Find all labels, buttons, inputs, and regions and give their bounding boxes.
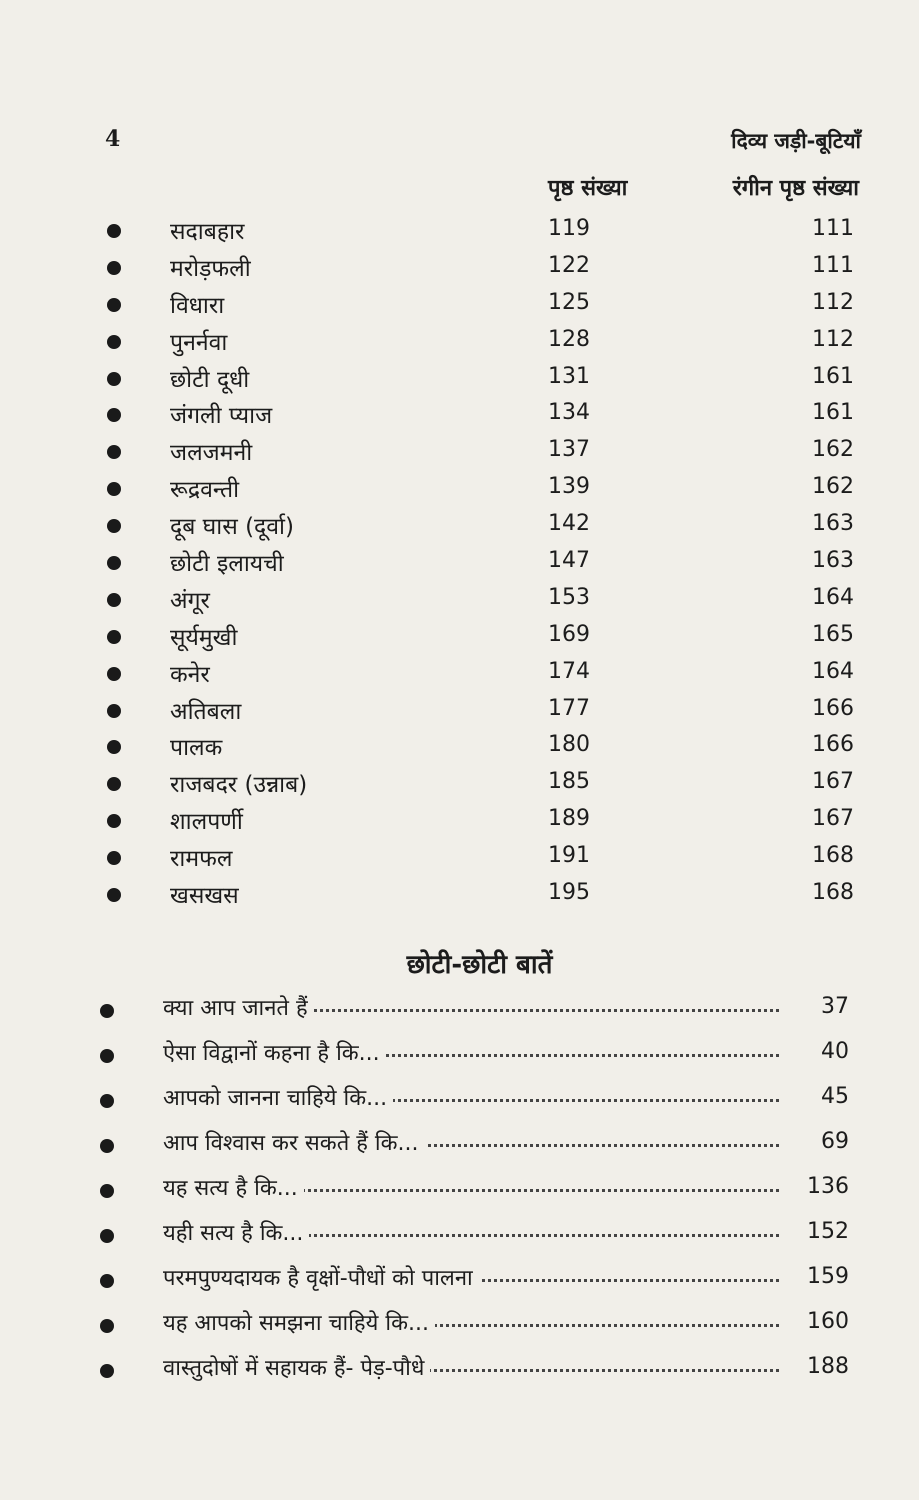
herb-name: रामफल xyxy=(170,846,233,873)
herb-color-page: 164 xyxy=(812,584,854,610)
herb-row xyxy=(0,616,919,653)
fact-text: आप विश्वास कर सकते हैं कि... xyxy=(163,1127,425,1157)
herb-name: अंगूर xyxy=(170,587,210,614)
herb-row xyxy=(0,763,919,800)
fact-row xyxy=(0,1168,919,1213)
herb-color-page: 167 xyxy=(812,769,854,795)
fact-row xyxy=(0,1303,919,1348)
herb-page: 174 xyxy=(548,658,590,684)
herb-page: 177 xyxy=(548,695,590,721)
herb-color-page: 168 xyxy=(812,880,854,906)
herb-row xyxy=(0,690,919,727)
herb-row xyxy=(0,358,919,395)
herb-page: 195 xyxy=(548,880,590,906)
herb-color-page: 163 xyxy=(812,511,854,537)
section-title: छोटी-छोटी बातें xyxy=(406,950,553,980)
herb-name: खसखस xyxy=(170,883,239,910)
fact-page: 37 xyxy=(821,994,849,1019)
herb-row xyxy=(0,837,919,874)
herb-page: 169 xyxy=(548,621,590,647)
herb-color-page: 112 xyxy=(812,326,854,352)
herb-color-page: 111 xyxy=(812,216,854,241)
herb-name: छोटी इलायची xyxy=(170,551,284,578)
bullet-icon xyxy=(107,556,121,570)
bullet-icon xyxy=(107,519,121,533)
herb-list xyxy=(0,210,919,911)
herb-row xyxy=(0,284,919,321)
herb-page: 128 xyxy=(548,326,590,352)
page-number: 4 xyxy=(105,126,121,152)
fact-row xyxy=(0,1033,919,1078)
herb-color-page: 162 xyxy=(812,437,854,463)
herb-row xyxy=(0,726,919,763)
fact-page: 152 xyxy=(807,1219,849,1244)
fact-row xyxy=(0,988,919,1033)
herb-name: अतिबला xyxy=(170,698,242,725)
bullet-icon xyxy=(107,298,121,312)
herb-page: 131 xyxy=(548,363,590,389)
herb-row xyxy=(0,542,919,579)
herb-row xyxy=(0,321,919,358)
herb-name: जलजमनी xyxy=(170,440,253,467)
herb-page: 125 xyxy=(548,289,590,315)
bullet-icon xyxy=(107,372,121,386)
fact-row xyxy=(0,1258,919,1303)
fact-row xyxy=(0,1213,919,1258)
bullet-icon xyxy=(100,1274,114,1288)
herb-row xyxy=(0,247,919,284)
fact-row xyxy=(0,1348,919,1393)
bullet-icon xyxy=(107,335,121,349)
herb-page: 153 xyxy=(548,584,590,610)
fact-page: 40 xyxy=(821,1039,849,1064)
herb-color-page: 164 xyxy=(812,658,854,684)
facts-list xyxy=(0,988,919,1393)
herb-page: 122 xyxy=(548,252,590,278)
herb-color-page: 111 xyxy=(812,252,854,278)
bullet-icon xyxy=(107,667,121,681)
bullet-icon xyxy=(107,851,121,865)
herb-page: 137 xyxy=(548,437,590,463)
fact-row xyxy=(0,1123,919,1168)
herb-name: जंगली प्याज xyxy=(170,403,273,430)
herb-page: 189 xyxy=(548,806,590,832)
herb-name: राजबदर (उन्नाब) xyxy=(170,772,308,799)
herb-page: 142 xyxy=(548,511,590,537)
fact-page: 69 xyxy=(821,1129,849,1154)
herb-color-page: 163 xyxy=(812,548,854,574)
herb-color-page: 162 xyxy=(812,474,854,500)
fact-page: 45 xyxy=(821,1084,849,1109)
herb-name: पालक xyxy=(170,735,223,762)
herb-row xyxy=(0,431,919,468)
herb-page: 191 xyxy=(548,843,590,869)
fact-page: 160 xyxy=(807,1309,849,1334)
fact-page: 136 xyxy=(807,1174,849,1199)
bullet-icon xyxy=(107,482,121,496)
herb-page: 139 xyxy=(548,474,590,500)
fact-text: आपको जानना चाहिये कि... xyxy=(163,1082,393,1112)
bullet-icon xyxy=(107,408,121,422)
bullet-icon xyxy=(107,777,121,791)
herb-page: 147 xyxy=(548,548,590,574)
herb-name: मरोड़फली xyxy=(170,255,251,282)
herb-row xyxy=(0,800,919,837)
herb-color-page: 168 xyxy=(812,843,854,869)
herb-name: रूद्रवन्ती xyxy=(170,477,240,504)
bullet-icon xyxy=(107,740,121,754)
herb-name: दूब घास (दूर्वा) xyxy=(170,514,294,541)
fact-text: क्या आप जानते हैं xyxy=(163,992,314,1022)
fact-page: 159 xyxy=(807,1264,849,1289)
column-header-page: पृष्ठ संख्या xyxy=(548,176,628,201)
bullet-icon xyxy=(100,1184,114,1198)
herb-row xyxy=(0,468,919,505)
bullet-icon xyxy=(100,1049,114,1063)
herb-row xyxy=(0,505,919,542)
herb-color-page: 112 xyxy=(812,289,854,315)
fact-text: परमपुण्यदायक है वृक्षों-पौधों को पालना xyxy=(163,1262,479,1292)
fact-row xyxy=(0,1078,919,1123)
herb-name: पुनर्नवा xyxy=(170,329,228,356)
herb-name: शालपर्णी xyxy=(170,809,243,836)
herb-name: छोटी दूधी xyxy=(170,366,250,393)
herb-page: 180 xyxy=(548,732,590,758)
herb-name: कनेर xyxy=(170,661,210,688)
herb-row xyxy=(0,653,919,690)
bullet-icon xyxy=(107,224,121,238)
bullet-icon xyxy=(107,704,121,718)
herb-color-page: 166 xyxy=(812,695,854,721)
herb-color-page: 166 xyxy=(812,732,854,758)
fact-text: यह आपको समझना चाहिये कि... xyxy=(163,1307,435,1337)
herb-page: 185 xyxy=(548,769,590,795)
column-header-color-page: रंगीन पृष्ठ संख्या xyxy=(732,176,859,201)
herb-row xyxy=(0,579,919,616)
herb-color-page: 161 xyxy=(812,363,854,389)
herb-row xyxy=(0,394,919,431)
herb-page: 119 xyxy=(548,216,590,241)
herb-name: विधारा xyxy=(170,292,225,319)
herb-name: सूर्यमुखी xyxy=(170,624,238,651)
bullet-icon xyxy=(100,1094,114,1108)
bullet-icon xyxy=(107,888,121,902)
fact-text: ऐसा विद्वानों कहना है कि... xyxy=(163,1037,386,1067)
herb-row xyxy=(0,210,919,247)
fact-text: यह सत्य है कि... xyxy=(163,1172,304,1202)
bullet-icon xyxy=(107,445,121,459)
herb-page: 134 xyxy=(548,400,590,426)
book-title: दिव्य जड़ी-बूटियाँ xyxy=(731,129,861,153)
bullet-icon xyxy=(107,261,121,275)
bullet-icon xyxy=(107,630,121,644)
fact-text: वास्तुदोषों में सहायक हैं- पेड़-पौधे xyxy=(163,1352,430,1382)
herb-color-page: 167 xyxy=(812,806,854,832)
fact-page: 188 xyxy=(807,1354,849,1379)
bullet-icon xyxy=(100,1004,114,1018)
fact-text: यही सत्य है कि... xyxy=(163,1217,309,1247)
herb-row xyxy=(0,874,919,911)
bullet-icon xyxy=(100,1364,114,1378)
bullet-icon xyxy=(100,1229,114,1243)
herb-color-page: 165 xyxy=(812,621,854,647)
bullet-icon xyxy=(100,1319,114,1333)
bullet-icon xyxy=(100,1139,114,1153)
herb-color-page: 161 xyxy=(812,400,854,426)
bullet-icon xyxy=(107,814,121,828)
bullet-icon xyxy=(107,593,121,607)
herb-name: सदाबहार xyxy=(170,219,245,245)
